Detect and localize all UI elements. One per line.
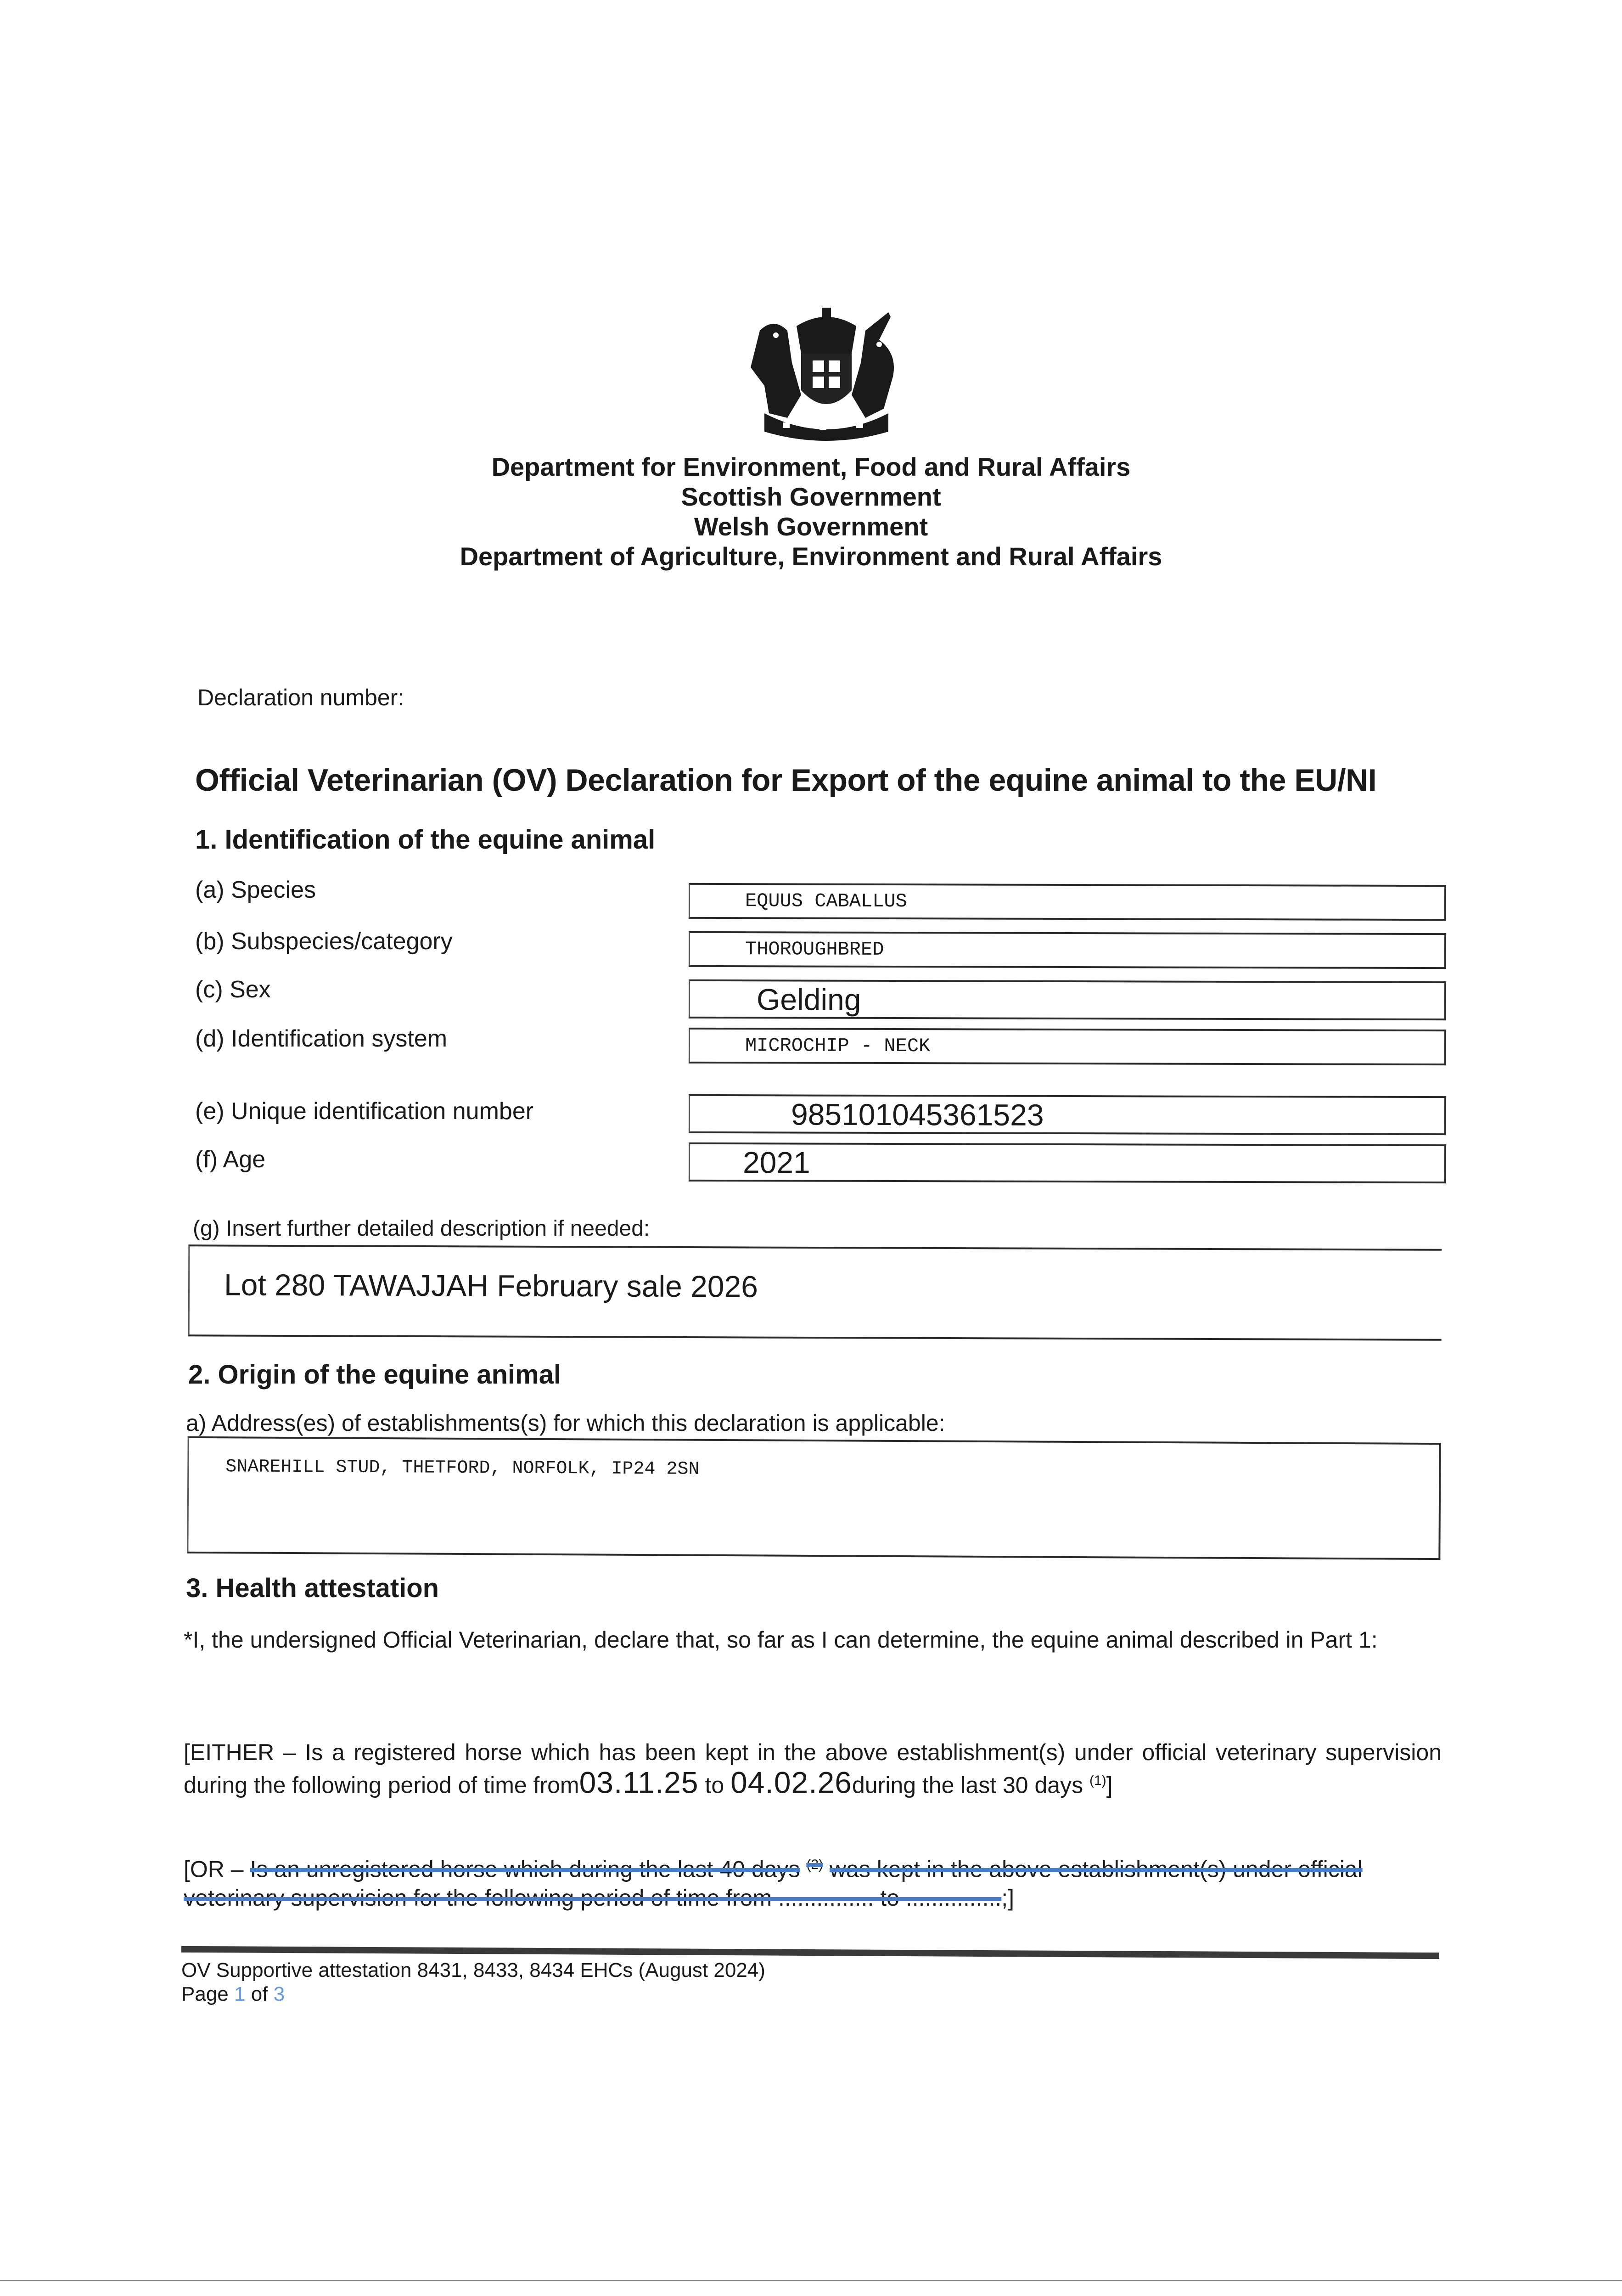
identification-system-label: (d) Identification system <box>195 1025 448 1052</box>
from-date[interactable]: 03.11.25 <box>579 1765 699 1800</box>
org-defra: Department for Environment, Food and Rural Affairs <box>491 452 1131 481</box>
page-label: Page <box>181 1983 229 2005</box>
identification-system-value: MICROCHIP - NECK <box>745 1035 931 1058</box>
page-title: Official Veterinarian (OV) Declaration for Export of the equine animal to the EU/NI <box>195 763 1377 798</box>
footer-divider <box>181 1946 1439 1959</box>
identification-system-field[interactable] <box>689 1028 1446 1065</box>
page-total: 3 <box>273 1983 285 2005</box>
page-indicator <box>181 1982 765 2006</box>
or-struck-text-2: was kept in the above establishment(s) under official veterinary supervision for the following period of time from ............... to ............... <box>184 1856 1363 1911</box>
or-struck-text-1: Is an unregistered horse which during the last 40 days <box>250 1856 800 1882</box>
age-field[interactable] <box>689 1142 1446 1183</box>
address-value: SNAREHILL STUD, THETFORD, NORFOLK, IP24 2SN <box>225 1457 700 1480</box>
declaration-number-label: Declaration number: <box>197 685 404 710</box>
subspecies-value: THOROUGHBRED <box>745 938 884 961</box>
section-2-heading: 2. Origin of the equine animal <box>188 1360 561 1390</box>
section-3-heading: 3. Health attestation <box>186 1573 439 1603</box>
either-text: [EITHER – Is a registered horse which has been kept in the above establishment(s) under official veterinary supervision during the following period of time from <box>184 1739 1442 1798</box>
footer-attestation: OV Supportive attestation 8431, 8433, 8434 EHCs (August 2024) <box>181 1959 765 1981</box>
description-label: (g) Insert further detailed description if needed: <box>193 1216 650 1241</box>
subspecies-label: (b) Subspecies/category <box>195 928 453 955</box>
either-text-after: during the last 30 days <box>852 1772 1083 1798</box>
unique-id-value: 985101045361523 <box>791 1097 1044 1132</box>
address-label: a) Address(es) of establishments(s) for which this declaration is applicable: <box>186 1410 945 1436</box>
description-field[interactable] <box>188 1244 1442 1341</box>
either-to-word: to <box>705 1772 724 1798</box>
page-current: 1 <box>234 1983 246 2005</box>
section-1-heading: 1. Identification of the equine animal <box>195 825 656 855</box>
royal-coat-of-arms-icon <box>732 298 920 445</box>
sex-field[interactable] <box>689 979 1446 1020</box>
species-label: (a) Species <box>195 877 316 903</box>
sex-value: Gelding <box>756 982 861 1017</box>
species-value: EQUUS CABALLUS <box>745 890 907 913</box>
address-field[interactable] <box>187 1436 1441 1560</box>
org-daera: Department of Agriculture, Environment and Rural Affairs <box>460 542 1162 571</box>
unique-id-field[interactable] <box>689 1094 1446 1135</box>
either-close: ] <box>1106 1772 1113 1798</box>
species-field[interactable] <box>689 883 1446 921</box>
scan-edge-line <box>0 2280 1622 2281</box>
page-of: of <box>251 1983 268 2005</box>
or-close: ;] <box>1001 1885 1015 1911</box>
unique-id-label: (e) Unique identification number <box>195 1098 534 1125</box>
description-value: Lot 280 TAWAJJAH February sale 2026 <box>224 1267 758 1304</box>
footnote-1: (1) <box>1089 1773 1106 1788</box>
or-prefix: [OR – <box>184 1856 250 1882</box>
org-welsh-government: Welsh Government <box>694 512 928 541</box>
sex-label: (c) Sex <box>195 976 271 1003</box>
or-clause <box>184 1851 1442 1912</box>
to-date[interactable]: 04.02.26 <box>730 1765 853 1800</box>
subspecies-field[interactable] <box>689 931 1446 969</box>
attestation-intro: *I, the undersigned Official Veterinarian, declare that, so far as I can determine, the equine animal described in Part 1: <box>184 1627 1378 1653</box>
age-label: (f) Age <box>195 1146 266 1173</box>
footer <box>181 1958 765 2006</box>
footnote-2: (2) <box>806 1857 823 1872</box>
org-scottish-government: Scottish Government <box>681 482 941 511</box>
age-value: 2021 <box>742 1145 810 1180</box>
either-clause <box>184 1738 1442 1800</box>
